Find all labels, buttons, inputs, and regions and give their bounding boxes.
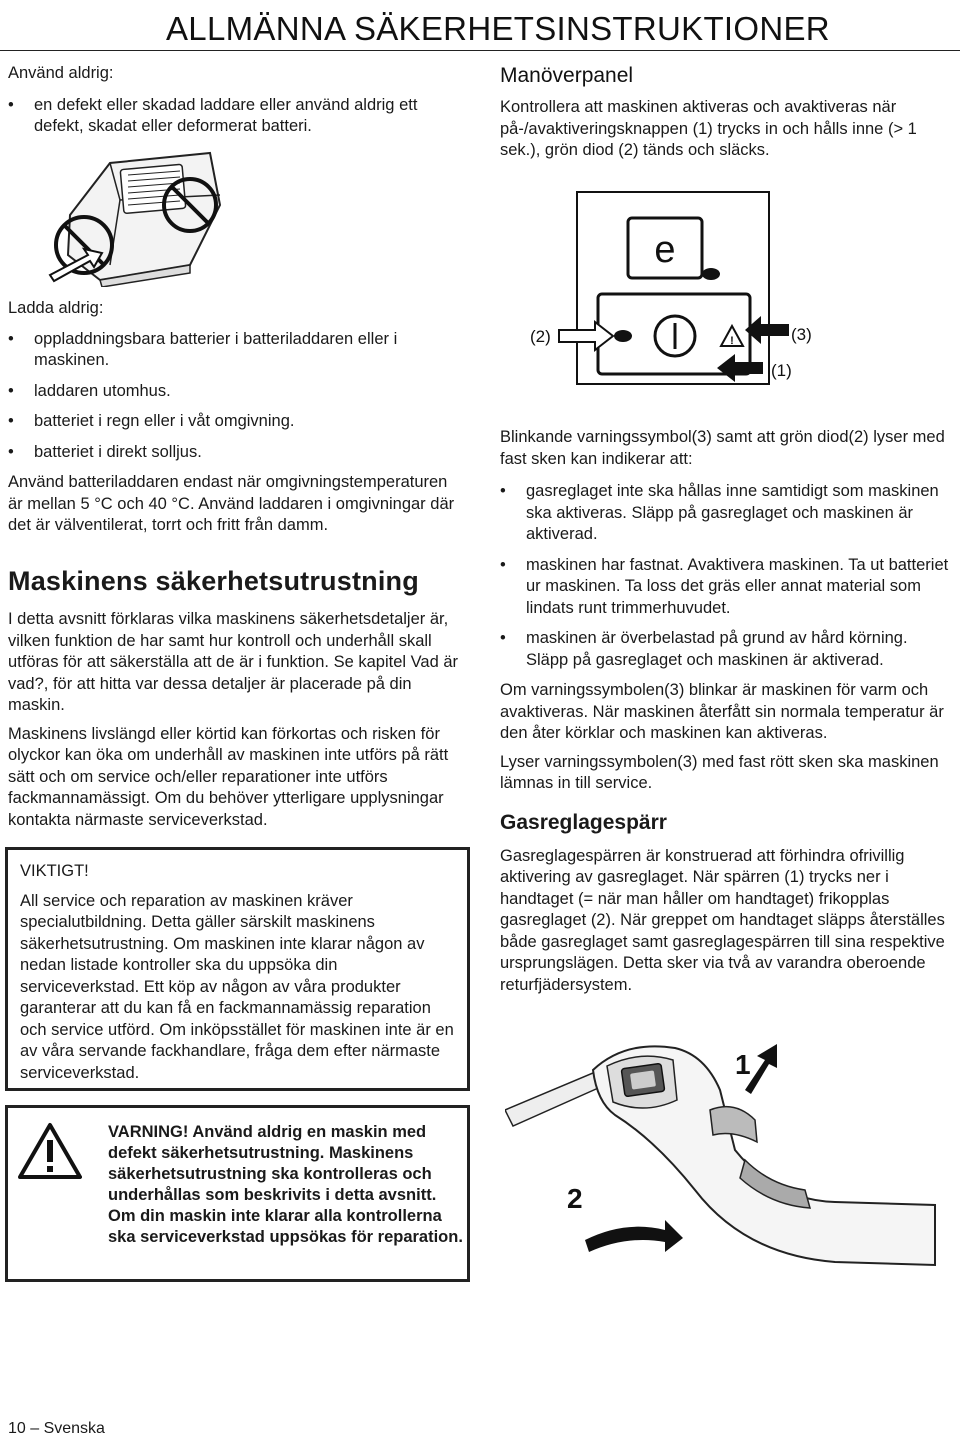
panel-paragraph: Kontrollera att maskinen aktiveras och avaktiveras när på-/avaktiveringsknappen (1) trycks in och hålls inne (> 1 sek.), grön diod (2) tänds och släcks. <box>500 98 917 159</box>
blink-section <box>500 427 952 996</box>
important-text: All service och reparation av maskinen kräver specialutbildning. Detta gäller särskilt maskinens säkerhetsutrustning. Om maskinen inte klarar någon av nedan listade kontroller ska du uppsöka din serviceverkstad. Ett köp av någon av våra produkter garanterar att du kan få en fackmannamässig reparation och service utförd. Om inköpsstället för maskinen inte är en av våra servande fackhandlare, fråga dem efter närmaste serviceverkstad. <box>20 891 454 1082</box>
header-rule <box>0 50 960 51</box>
important-box <box>5 847 470 1091</box>
list-item: • en defekt eller skadad laddare eller använd aldrig ett defekt, skadat eller deformerat batteri. <box>8 95 464 138</box>
list-item: • oppladdningsbara batterier i batteriladdaren eller i maskinen. <box>8 329 464 372</box>
section-paragraph: Maskinens livslängd eller körtid kan förkortas och risken för olyckor kan öka om underhåll av maskinen inte utförs på rätt sätt och om service och/eller reparationer inte utförs fackmannamässigt. Om du behöver ytterligare upplysningar kontakta närmaste serviceverkstad. <box>8 724 449 829</box>
red-paragraph: Lyser varningssymbolen(3) med fast rött sken ska maskinen lämnas in till service. <box>500 752 939 792</box>
never-use-section <box>8 63 464 138</box>
page-footer: 10 – Svenska <box>8 1420 105 1437</box>
blink-paragraph: Blinkande varningssymbol(3) samt att grön diod(2) lyser med fast sken kan indikerar att: <box>500 428 945 468</box>
section-title: Maskinens säkerhetsutrustning <box>8 566 419 596</box>
lock-title: Gasreglagespärr <box>500 810 667 834</box>
temperature-paragraph: Använd batteriladdaren endast när omgivningstemperaturen är mellan 5 °C och 40 °C. Använd laddaren i omgivningar där det är välventilerat, torrt och fritt från damm. <box>8 473 455 534</box>
charger-prohibited-illustration <box>40 145 230 287</box>
warning-box <box>5 1105 470 1282</box>
never-charge-list <box>8 329 464 464</box>
label-2: (2) <box>530 327 551 346</box>
important-title: VIKTIGT! <box>20 862 89 880</box>
list-item: • batteriet i direkt solljus. <box>8 442 464 464</box>
handle-label-2: 2 <box>567 1183 583 1214</box>
control-panel-section <box>500 63 952 162</box>
list-item: • batteriet i regn eller i våt omgivning. <box>8 411 464 433</box>
list-item: • maskinen är överbelastad på grund av hård körning. Släpp på gasreglaget och maskinen är aktiverad. <box>500 628 952 671</box>
blink-off-paragraph: Om varningssymbolen(3) blinkar är maskinen för varm och avaktiveras. När maskinen återfått sin normala temperatur är den åter körklar och maskinen kan aktiveras. <box>500 681 944 742</box>
warning-text: VARNING! Använd aldrig en maskin med defekt säkerhetsutrustning. Maskinens säkerhetsutrustning ska kontrolleras och underhållas som beskrivits i detta avsnitt. Om din maskin inte klarar alla kontrollerna ska serviceverkstad uppsökas för reparation. <box>108 1123 463 1246</box>
list-item: • gasreglaget inte ska hållas inne samtidigt som maskinen ska aktiveras. Släpp på gasreglaget och maskinen är aktiverad. <box>500 481 952 546</box>
control-panel-illustration <box>495 190 835 402</box>
never-use-list <box>8 95 464 138</box>
never-use-label: Använd aldrig: <box>8 64 114 82</box>
never-charge-section <box>8 298 464 537</box>
never-charge-label: Ladda aldrig: <box>8 299 104 317</box>
handle-label-1: 1 <box>735 1049 751 1080</box>
section-paragraph: I detta avsnitt förklaras vilka maskinens säkerhetsdetaljer är, vilken funktion de har samt hur kontroll och underhåll skall utföras för att säkerställa att de är i funktion. Se kapitel Vad är vad?, för att hitta var dessa detaljer är placerade på din maskin. <box>8 610 459 714</box>
eco-label: e <box>654 229 676 271</box>
safety-equipment-section <box>8 565 464 831</box>
label-3: (3) <box>791 325 812 344</box>
warning-triangle-icon <box>18 1122 82 1180</box>
lock-paragraph: Gasreglagespärren är konstruerad att förhindra ofrivillig aktivering av gasreglaget. När spärren (1) trycks ner i handtaget (= när man håller om handtaget) frikopplas gasreglaget (2). När greppet om handtaget släpps återställes både gasreglaget samt gasreglagespärren till sina respektive ursprungslägen. Detta sker via två av varandra oberoende returfjädersystem. <box>500 846 945 994</box>
list-item: • laddaren utomhus. <box>8 381 464 403</box>
panel-title: Manöverpanel <box>500 64 634 87</box>
blink-list <box>500 481 952 671</box>
label-1: (1) <box>771 361 792 380</box>
handle-illustration <box>505 1030 945 1288</box>
page-title: ALLMÄNNA SÄKERHETSINSTRUKTIONER <box>166 10 830 47</box>
list-item: • maskinen har fastnat. Avaktivera maskinen. Ta ut batteriet ur maskinen. Ta loss det gräs eller annat material som lindats runt trimmerhuvudet. <box>500 555 952 620</box>
svg-text:!: ! <box>730 335 734 347</box>
